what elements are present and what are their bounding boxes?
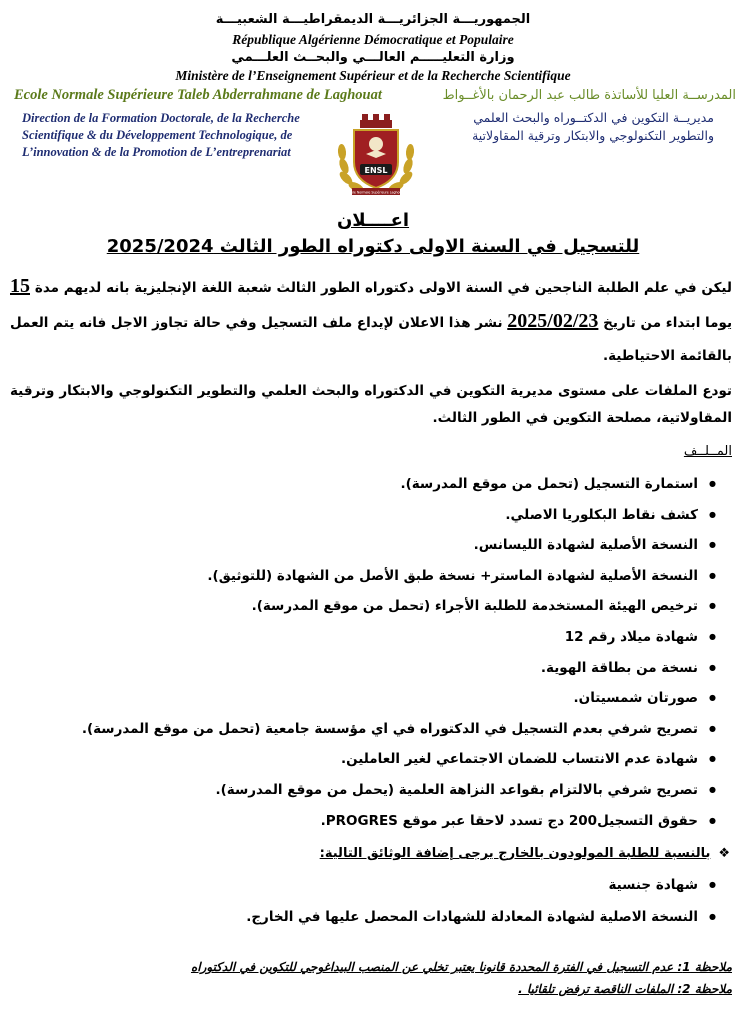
announcement-word: اعــــلان: [336, 210, 410, 231]
school-name-arabic: المدرســة العليا للأساتذة طالب عبد الرحمان بالأغــواط: [442, 88, 736, 103]
list-item: ● حقوق التسجيل200 دج تسدد لاحقا عبر موقع PROGRES.: [76, 807, 716, 838]
intro-part-2: يوما ابتداء من تاريخ: [603, 315, 733, 331]
republic-name-french: République Algérienne Démocratique et Populaire: [232, 32, 514, 47]
list-item: ● تصريح شرفي بعدم التسجيل في الدكتوراه في اي مؤسسة جامعية (تحمل من موقع المدرسة).: [76, 715, 716, 746]
foreign-born-heading-text: بالنسبة للطلبة المولودون بالخارج يرجى إضافة الوثائق التالية:: [319, 846, 711, 861]
foreign-born-heading: [320, 846, 730, 861]
list-item: ● تصريح شرفي بالالتزام بقواعد النزاهة العلمية (يحمل من موقع المدرسة).: [76, 776, 716, 807]
logo-caption: Ecole Normale Supérieure Laghouat: [347, 190, 405, 195]
note-1: ملاحظة 1: عدم التسجيل في الفترة المحددة قانونا يعتبر تخلي عن المنصب البيداغوجي للتكوين في الدكتوراه: [190, 960, 732, 974]
republic-name-arabic: الجمهوريـــة الجزائريـــة الديمقراطيـــة الشعبيـــة: [215, 12, 531, 27]
list-item: ● شهادة ميلاد رقم 12: [76, 623, 716, 654]
announcement-title: [0, 210, 746, 231]
submission-paragraph: تودع الملفات على مستوى مديرية التكوين في الدكتوراه والبحث العلمي والتطوير التكنولوجي والابتكار وترقية المقاولاتية، مصلحة التكوين في الطور الثالث.: [10, 383, 732, 426]
directorate-name-arabic: [394, 109, 714, 145]
announcement-subject: [0, 236, 746, 257]
note-2: ملاحظة 2: الملفات الناقصة ترفض تلقائيا .: [518, 982, 732, 996]
file-heading: المــلــف: [683, 444, 732, 459]
ensl-crest-icon: [330, 108, 422, 200]
announcement-subject-text: للتسجيل في السنة الاولى دكتوراه الطور الثالث 2025/2024: [106, 236, 640, 257]
list-item: ● شهادة جنسية: [76, 870, 716, 902]
announcement-date: 2025/02/23: [507, 310, 599, 332]
school-name-french: Ecole Normale Supérieure Taleb Abderrahmane de Laghouat: [14, 87, 382, 103]
list-item: ● النسخة الاصلية لشهادة المعادلة للشهادات المحصل عليها في الخارج.: [76, 902, 716, 934]
list-item: ● نسخة من بطاقة الهوية.: [76, 654, 716, 685]
intro-paragraph: [10, 270, 732, 373]
intro-part-1: ليكن في علم الطلبة الناجحين في السنة الاولى دكتوراه الطور الثالث شعبة اللغة الإنجليزية بانه لديهم مدة: [34, 280, 732, 296]
list-item: ● النسخة الأصلية لشهادة الماستر+ نسخة طبق الأصل من الشهادة (للتوثيق).: [76, 562, 716, 593]
ministry-name-arabic: وزارة التعليـــــم العالـــي والبحــث العلـــمي: [231, 50, 515, 65]
list-item: ● ترخيص الهيئة المستخدمة للطلبة الأجراء (تحمل من موقع المدرسة).: [76, 592, 716, 623]
logo-text: ENSL: [364, 166, 388, 175]
directorate-ar-line-1: مديريــة التكوين في الدكتــوراه والبحث العلمي: [473, 110, 714, 125]
list-item: ● النسخة الأصلية لشهادة الليسانس.: [76, 531, 716, 562]
list-item: ● كشف نقاط البكلوريا الاصلي.: [76, 501, 716, 532]
list-item: ● استمارة التسجيل (تحمل من موقع المدرسة).: [76, 470, 716, 501]
directorate-name-french: Direction de la Formation Doctorale, de la Recherche Scientifique & du Développement Technologique, de L’innovation & de la Promotion de L’entreprenariat: [22, 111, 300, 159]
directorate-ar-line-2: والتطوير التكنولوجي والابتكار وترقية المقاولاتية: [472, 128, 714, 143]
diamond-bullet-icon: ❖: [718, 846, 730, 861]
required-documents-list: [76, 470, 716, 837]
intro-part-3: نشر هذا الاعلان لإيداع ملف التسجيل وفي حالة تجاوز الاجل فانه يتم العمل بالقائمة الاحتياطية.: [10, 315, 732, 364]
list-item: ● صورتان شمسيتان.: [76, 684, 716, 715]
foreign-documents-list: [76, 870, 716, 934]
list-item: ● شهادة عدم الانتساب للضمان الاجتماعي لغير العاملين.: [76, 745, 716, 776]
deadline-days: 15: [10, 275, 30, 297]
ministry-name-french: Ministère de l’Enseignement Supérieur et de la Recherche Scientifique: [175, 68, 571, 83]
